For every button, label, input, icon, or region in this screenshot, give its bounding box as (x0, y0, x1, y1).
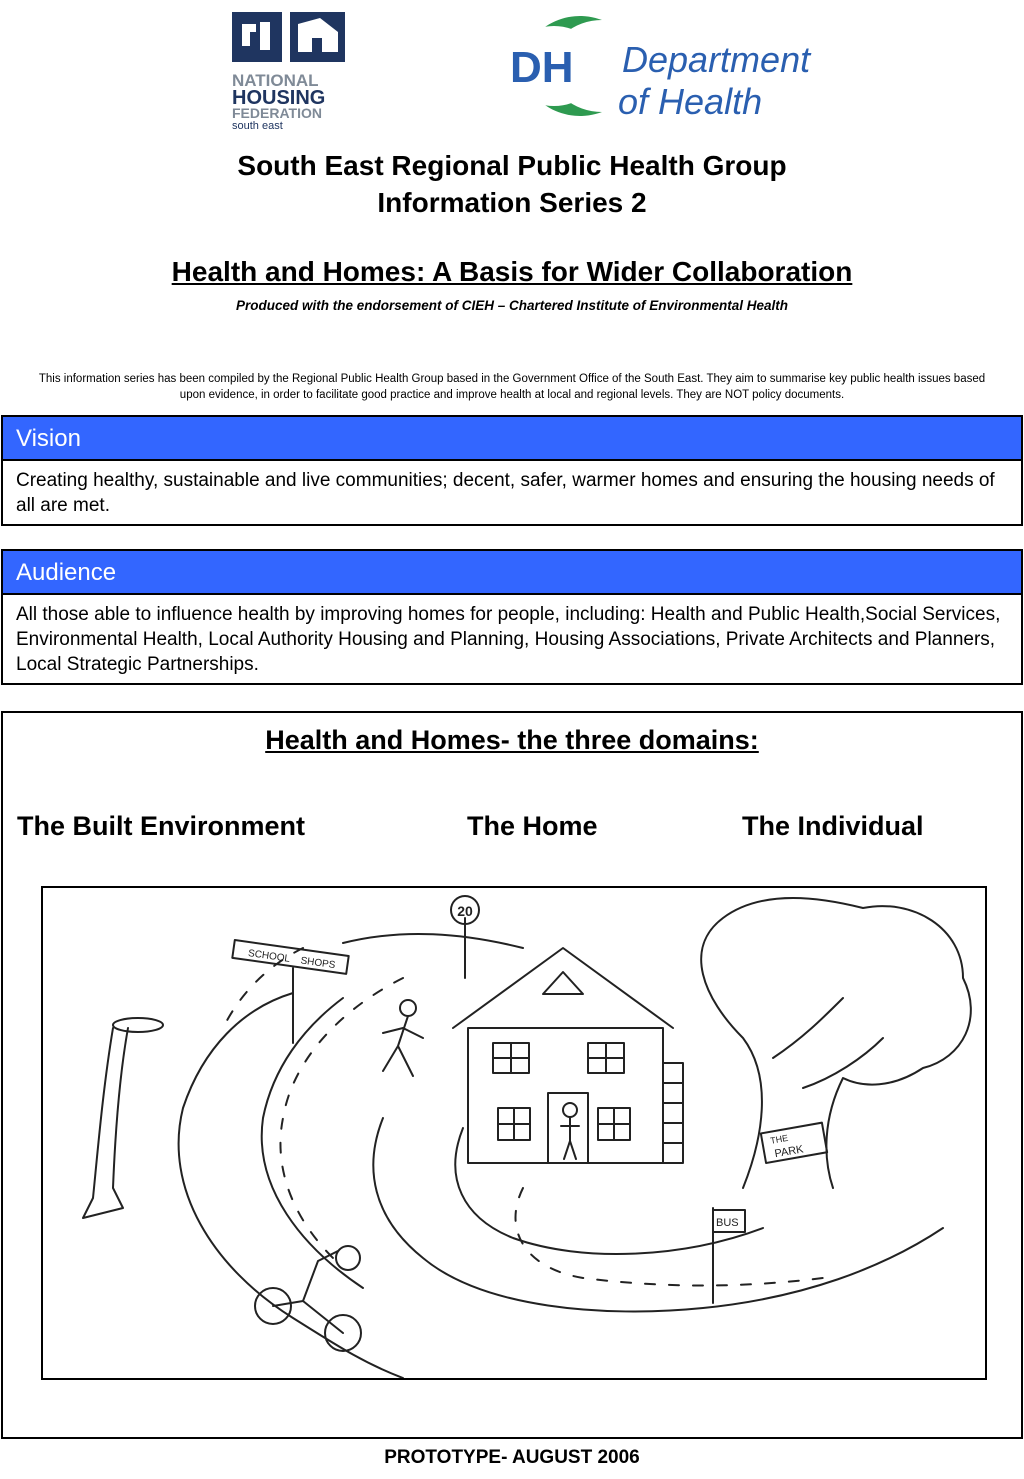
svg-text:Department: Department (622, 39, 811, 80)
logos-row (0, 6, 1024, 130)
svg-text:SHOPS: SHOPS (299, 955, 336, 972)
vision-heading: Vision (3, 417, 1021, 461)
title-line-1: South East Regional Public Health Group (237, 150, 787, 181)
domain-built-environment: The Built Environment (17, 811, 306, 841)
intro-paragraph: This information series has been compiled by the Regional Public Health Group based in the Government Office of the South East. They aim to summarise key public health issues based upon evidence, in order to facilitate good practice and improve health at local and regional levels. They are NOT policy documents. (38, 373, 986, 401)
domains-title: Health and Homes- the three domains: (265, 725, 759, 755)
department-of-health-logo (482, 12, 862, 120)
vision-text: Creating healthy, sustainable and live communities; decent, safer, warmer homes and ensuring the housing needs of all are met. (16, 470, 995, 516)
domain-individual: The Individual (742, 811, 924, 841)
svg-text:NATIONAL: NATIONAL (232, 71, 319, 90)
svg-text:20: 20 (457, 903, 473, 919)
neighbourhood-drawing (41, 886, 987, 1380)
domain-home: The Home (467, 811, 598, 841)
svg-text:south east: south east (232, 120, 283, 130)
vision-section (1, 415, 1023, 526)
svg-text:PARK: PARK (773, 1143, 805, 1161)
svg-text:DH: DH (510, 43, 574, 92)
domains-section (1, 711, 1023, 1439)
svg-text:BUS: BUS (716, 1217, 739, 1229)
title-line-2: Information Series 2 (377, 187, 647, 218)
report-title (0, 147, 1024, 221)
endorsement-note: Produced with the endorsement of CIEH – Chartered Institute of Environmental Health (235, 298, 789, 313)
svg-text:SCHOOL: SCHOOL (247, 948, 291, 965)
document-title: Health and Homes: A Basis for Wider Collaboration (171, 256, 853, 287)
footer-note: PROTOTYPE- AUGUST 2006 (384, 1447, 640, 1468)
audience-heading: Audience (3, 551, 1021, 595)
svg-text:HOUSING: HOUSING (232, 87, 326, 109)
national-housing-federation-logo (230, 10, 395, 130)
svg-text:THE: THE (769, 1132, 789, 1146)
svg-text:FEDERATION: FEDERATION (232, 105, 322, 121)
audience-section (1, 549, 1023, 685)
svg-text:of Health: of Health (618, 81, 763, 120)
audience-text: All those able to influence health by improving homes for people, including: Health and Public Health,Social Services, Environmental Health, Local Authority Housing and Planning, Housing Associations, Private Architects and Planners, Local Strategic Partnerships. (16, 604, 1001, 675)
